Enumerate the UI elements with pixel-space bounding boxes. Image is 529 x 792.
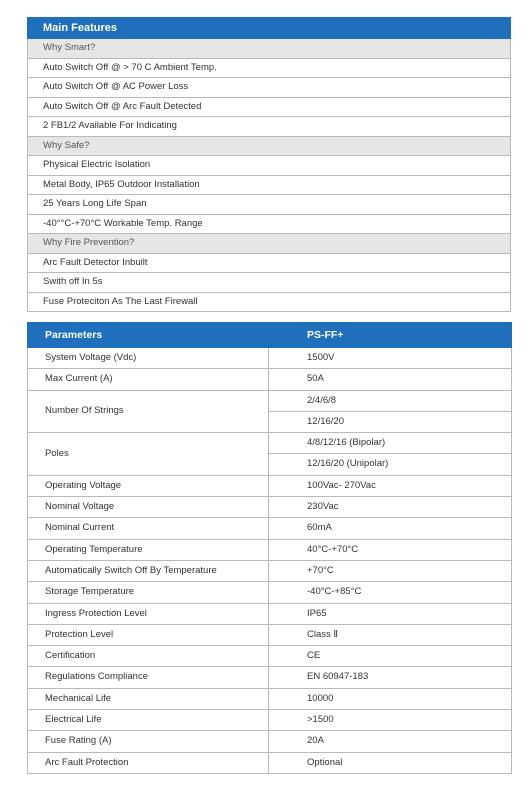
feature-label: Arc Fault Detector Inbuilt: [28, 253, 511, 273]
parameter-value: EN 60947-183: [269, 667, 512, 688]
parameter-row: [28, 348, 512, 369]
main-features-header: Main Features: [28, 18, 511, 39]
parameter-value: 1500V: [269, 348, 512, 369]
parameter-label: Nominal Current: [28, 518, 269, 539]
feature-row: [28, 253, 511, 273]
parameter-value: -40°C-+85°C: [269, 582, 512, 603]
parameter-row: [28, 624, 512, 645]
parameter-label: Storage Temperature: [28, 582, 269, 603]
parameter-value: 12/16/20: [269, 411, 512, 432]
feature-label: Auto Switch Off @ AC Power Loss: [28, 78, 511, 98]
parameter-label: Regulations Compliance: [28, 667, 269, 688]
main-features-header-row: [28, 18, 511, 39]
parameter-value: Optional: [269, 752, 512, 773]
parameter-row: [28, 539, 512, 560]
parameter-value: +70°C: [269, 560, 512, 581]
feature-row: [28, 97, 511, 117]
feature-section-row: [28, 234, 511, 254]
parameters-table: [27, 322, 512, 774]
parameter-row: [28, 667, 512, 688]
parameter-label: Arc Fault Protection: [28, 752, 269, 773]
parameters-header-model: PS-FF+: [269, 323, 512, 348]
parameter-label: Operating Temperature: [28, 539, 269, 560]
parameter-row: [28, 475, 512, 496]
parameter-row: [28, 752, 512, 773]
parameter-row: [28, 497, 512, 518]
parameter-value: CE: [269, 646, 512, 667]
feature-row: [28, 273, 511, 293]
feature-row: [28, 195, 511, 215]
feature-label: Physical Electric Isolation: [28, 156, 511, 176]
parameter-label: Nominal Voltage: [28, 497, 269, 518]
parameter-row: [28, 433, 512, 454]
parameter-label: Operating Voltage: [28, 475, 269, 496]
parameter-value: >1500: [269, 710, 512, 731]
parameter-value: 20A: [269, 731, 512, 752]
main-features-table: [27, 17, 511, 312]
feature-label: Auto Switch Off @ Arc Fault Detected: [28, 97, 511, 117]
parameters-header-label: Parameters: [28, 323, 269, 348]
feature-label: 2 FB1/2 Available For Indicating: [28, 117, 511, 137]
feature-row: [28, 117, 511, 137]
feature-row: [28, 214, 511, 234]
parameter-label: Ingress Protection Level: [28, 603, 269, 624]
parameter-value: 230Vac: [269, 497, 512, 518]
parameter-value: 4/8/12/16 (Bipolar): [269, 433, 512, 454]
parameter-label: Protection Level: [28, 624, 269, 645]
parameter-value: 60mA: [269, 518, 512, 539]
parameter-value: 10000: [269, 688, 512, 709]
feature-label: Swith off In 5s: [28, 273, 511, 293]
parameter-value: 50A: [269, 369, 512, 390]
parameter-label: Number Of Strings: [28, 390, 269, 433]
feature-row: [28, 156, 511, 176]
feature-section-row: [28, 39, 511, 59]
parameter-row: [28, 603, 512, 624]
parameters-header-row: [28, 323, 512, 348]
feature-section-label: Why Fire Prevention?: [28, 234, 511, 254]
feature-label: Metal Body, IP65 Outdoor Installation: [28, 175, 511, 195]
parameter-label: Automatically Switch Off By Temperature: [28, 560, 269, 581]
parameter-row: [28, 582, 512, 603]
feature-row: [28, 58, 511, 78]
parameter-label: System Voltage (Vdc): [28, 348, 269, 369]
parameter-row: [28, 390, 512, 411]
parameter-value: 12/16/20 (Unipolar): [269, 454, 512, 475]
feature-label: Auto Switch Off @ > 70 C Ambient Temp.: [28, 58, 511, 78]
feature-section-label: Why Safe?: [28, 136, 511, 156]
parameter-label: Mechanical Life: [28, 688, 269, 709]
parameter-row: [28, 518, 512, 539]
parameter-label: Poles: [28, 433, 269, 476]
feature-label: Fuse Proteciton As The Last Firewall: [28, 292, 511, 312]
feature-row: [28, 292, 511, 312]
parameter-value: IP65: [269, 603, 512, 624]
parameter-value: 100Vac- 270Vac: [269, 475, 512, 496]
parameter-label: Fuse Rating (A): [28, 731, 269, 752]
parameter-label: Max Current (A): [28, 369, 269, 390]
feature-row: [28, 175, 511, 195]
parameter-value: 40°C-+70°C: [269, 539, 512, 560]
parameter-row: [28, 560, 512, 581]
feature-section-label: Why Smart?: [28, 39, 511, 59]
feature-label: -40°°C-+70°C Workable Temp. Range: [28, 214, 511, 234]
feature-row: [28, 78, 511, 98]
parameter-value: Class Ⅱ: [269, 624, 512, 645]
parameter-label: Electrical Life: [28, 710, 269, 731]
feature-section-row: [28, 136, 511, 156]
parameter-row: [28, 688, 512, 709]
parameter-row: [28, 731, 512, 752]
feature-label: 25 Years Long Life Span: [28, 195, 511, 215]
parameter-label: Certification: [28, 646, 269, 667]
parameter-value: 2/4/6/8: [269, 390, 512, 411]
parameter-row: [28, 710, 512, 731]
parameter-row: [28, 646, 512, 667]
parameter-row: [28, 369, 512, 390]
